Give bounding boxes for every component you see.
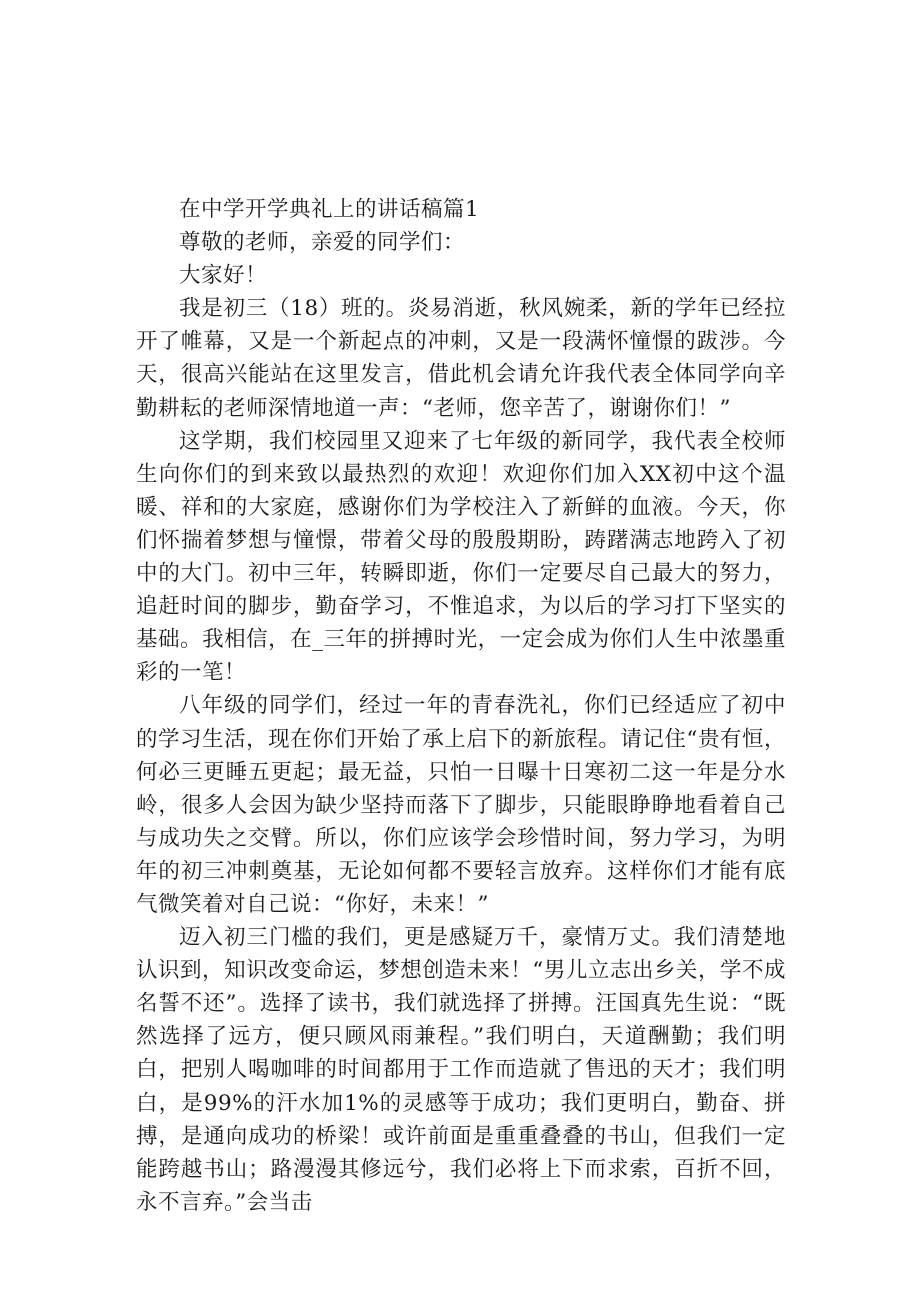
paragraph-1: 我是初三（18）班的。炎易消逝，秋风婉柔，新的学年已经拉开了帷幕，又是一个新起点的冲刺，又是一段满怀憧憬的跋涉。今天，很高兴能站在这里发言，借此机会请允许我代表全体同学向辛勤耕耘的老师深情地道一声：“老师，您辛苦了，谢谢你们！” (136, 296, 786, 421)
paragraph-2: 这学期，我们校园里又迎来了七年级的新同学，我代表全校师生向你们的到来致以最热烈的欢迎！欢迎你们加入XX初中这个温暖、祥和的大家庭，感谢你们为学校注入了新鲜的血液。今天，你们怀揣着梦想与憧憬，带着父母的殷殷期盼，踌躇满志地跨入了初中的大门。初中三年，转瞬即逝，你们一定要尽自己最大的努力，追赶时间的脚步，勤奋学习，不惟追求，为以后的学习打下坚实的基础。我相信，在_三年的拼搏时光，一定会成为你们人生中浓墨重彩的一笔！ (136, 428, 786, 686)
paragraph-3: 八年级的同学们，经过一年的青春洗礼，你们已经适应了初中的学习生活，现在你们开始了承上启下的新旅程。请记住“贵有恒，何必三更睡五更起；最无益，只怕一日曝十日寒初二这一年是分水岭，很多人会因为缺少坚持而落下了脚步，只能眼睁睁地看着自己与成功失之交臂。所以，你们应该学会珍惜时间，努力学习，为明年的初三冲刺奠基，无论如何都不要轻言放弃。这样你们才能有底气微笑着对自己说：“你好，未来！” (136, 693, 786, 917)
paragraph-4: 迈入初三门槛的我们，更是感疑万千，豪情万丈。我们清楚地认识到，知识改变命运，梦想创造未来！“男儿立志出乡关，学不成名誓不还”。选择了读书，我们就选择了拼搏。汪国真先生说：“既然选择了远方，便只顾风雨兼程。”我们明白，天道酬勤；我们明白，把别人喝咖啡的时间都用于工作而造就了售迅的天才；我们明白，是99%的汗水加1%的灵感等于成功；我们更明白，勤奋、拼搏，是通向成功的桥梁！或许前面是重重叠叠的书山，但我们一定能跨越书山；路漫漫其修远兮，我们必将上下而求索，百折不回，永不言弃。”会当击 (136, 925, 786, 1215)
greeting: 大家好！ (179, 263, 268, 289)
document-body (136, 193, 786, 1219)
document-title: 在中学开学典礼上的讲话稿篇1 (179, 197, 480, 222)
salutation: 尊敬的老师，亲爱的同学们： (179, 230, 466, 256)
